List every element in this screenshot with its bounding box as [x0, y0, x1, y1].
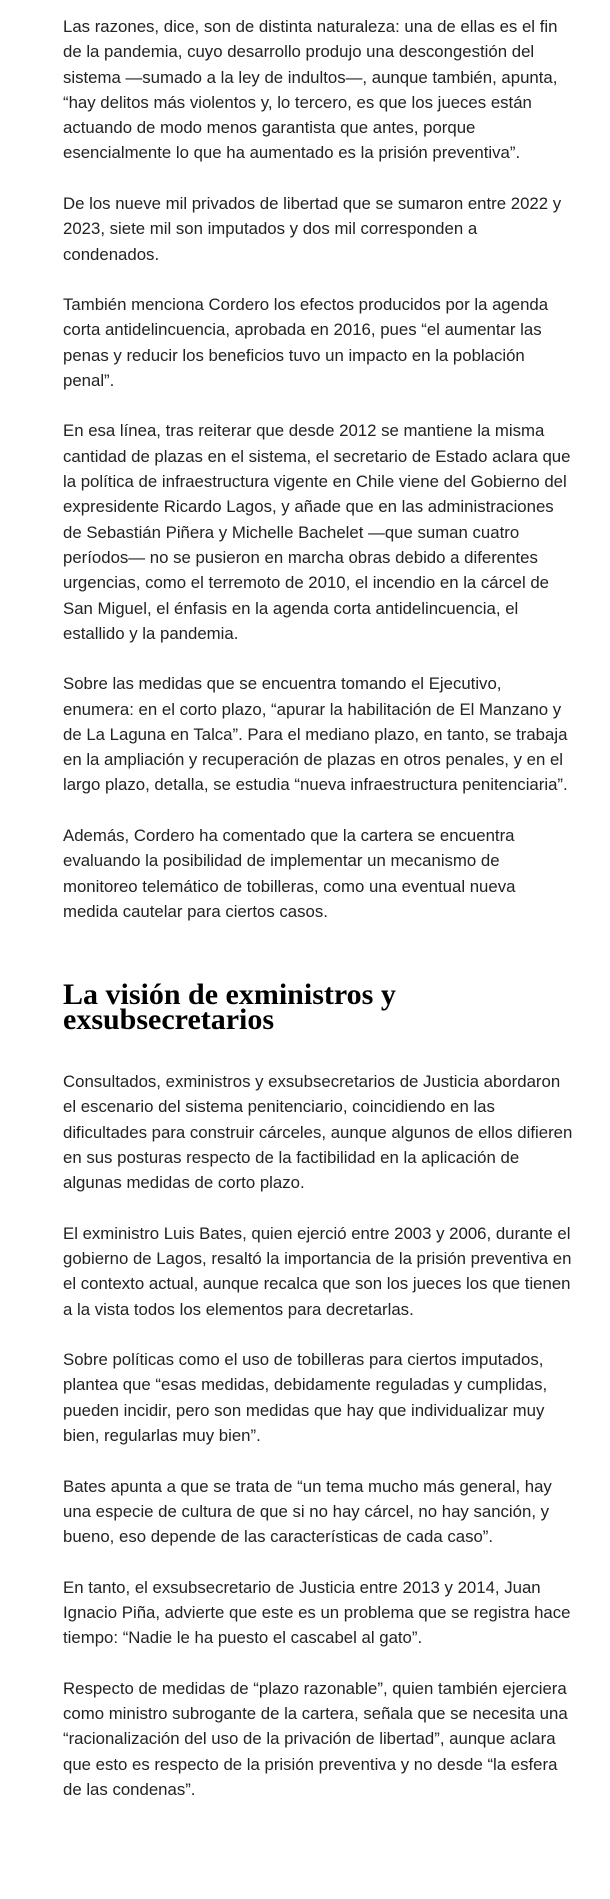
paragraph: Sobre políticas como el uso de tobilleras para ciertos imputados, plantea que “esas medidas, debidamente reguladas y cumplidas, pueden incidir, pero son medidas que hay que individualizar muy bien, regularlas muy bien”. — [63, 1350, 548, 1446]
paragraph: Las razones, dice, son de distinta naturaleza: una de ellas es el fin de la pandemia, cuyo desarrollo produjo una descongestión del sistema —sumado a la ley de indultos—, aunque también, apunta, “hay delitos más violentos y, lo tercero, es que los jueces están actuando de modo menos garantista que antes, porque esencialmente lo que ha aumentado es la prisión preventiva”. — [63, 17, 558, 163]
paragraph: Respecto de medidas de “plazo razonable”, quien también ejerciera como ministro subrogante de la cartera, señala que se necesita una “racionalización del uso de la privación de libertad”, aunque aclara que esto es respecto de la prisión preventiva y no desde “la esfera de las condenas”. — [63, 1678, 568, 1799]
paragraph: Bates apunta a que se trata de “un tema mucho más general, hay una especie de cultura de que si no hay cárcel, no hay sanción, y bueno, eso depende de las características de cada caso”. — [63, 1476, 552, 1547]
paragraph: También menciona Cordero los efectos producidos por la agenda corta antidelincuencia, aprobada en 2016, pues “el aumentar las penas y reducir los beneficios tuvo un impacto en la población penal”. — [63, 295, 549, 390]
paragraph: En esa línea, tras reiterar que desde 2012 se mantiene la misma cantidad de plazas en el sistema, el secretario de Estado aclara que la política de infraestructura vigente en Chile viene del Gobierno del expresidente Ricardo Lagos, y añade que en las administraciones de Sebastián Piñera y Michelle Bachelet —que suman cuatro períodos— no se pusieron en marcha obras debido a diferentes urgencias, como el terremoto de 2010, el incendio en la cárcel de San Miguel, el énfasis en la agenda corta antidelincuencia, el estallido y la pandemia. — [63, 421, 571, 643]
paragraph: De los nueve mil privados de libertad que se sumaron entre 2022 y 2023, siete mil son imputados y dos mil corresponden a condenados. — [63, 193, 562, 264]
paragraph: Además, Cordero ha comentado que la cartera se encuentra evaluando la posibilidad de implementar un mecanismo de monitoreo telemático de tobilleras, como una eventual nueva medida cautelar para ciertos casos. — [63, 825, 516, 921]
paragraph: Sobre las medidas que se encuentra tomando el Ejecutivo, enumera: en el corto plazo, “apurar la habilitación de El Manzano y de La Laguna en Talca”. Para el mediano plazo, en tanto, se trabaja en la ampliación y recuperación de plazas en otros penales, y en el largo plazo, detalla, se estudia “nueva infraestructura penitenciaria”. — [63, 674, 568, 795]
section-heading: La visión de exministros y exsubsecretarios — [63, 978, 396, 1036]
paragraph: En tanto, el exsubsecretario de Justicia entre 2013 y 2014, Juan Ignacio Piña, advierte que este es un problema que se registra hace tiempo: “Nadie le ha puesto el cascabel al gato”. — [63, 1577, 571, 1648]
article-body — [63, 14, 573, 1827]
paragraph: Consultados, exministros y exsubsecretarios de Justicia abordaron el escenario del sistema penitenciario, coincidiendo en las dificultades para construir cárceles, aunque algunos de ellos difieren en sus posturas respecto de la factibilidad en la aplicación de algunas medidas de corto plazo. — [63, 1072, 573, 1193]
paragraph: El exministro Luis Bates, quien ejerció entre 2003 y 2006, durante el gobierno de Lagos, resaltó la importancia de la prisión preventiva en el contexto actual, aunque recalca que son los jueces los que tienen a la vista todos los elementos para decretarlas. — [63, 1223, 572, 1319]
